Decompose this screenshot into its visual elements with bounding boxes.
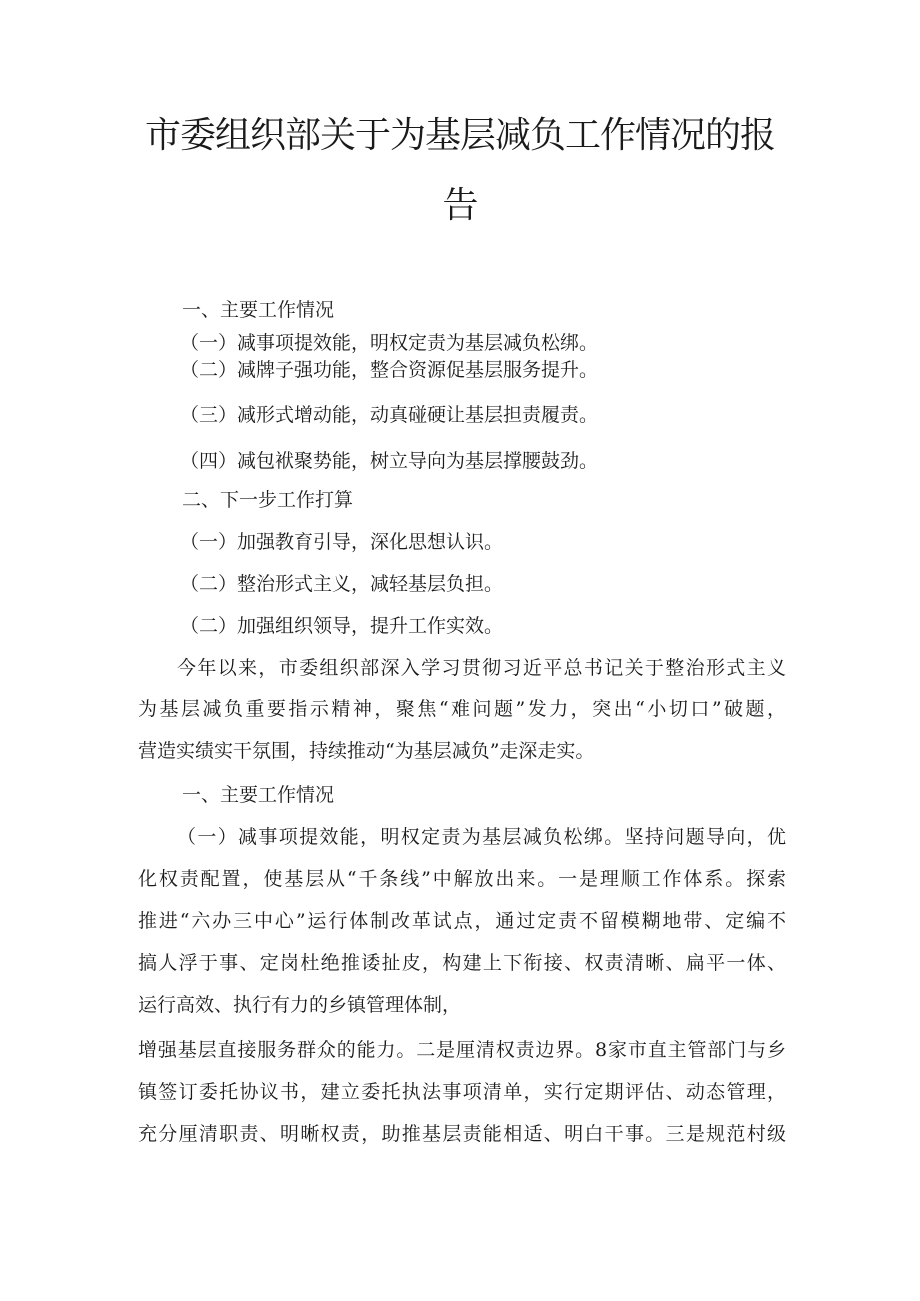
body-paragraph-line: 搞人浮于事、定岗杜绝推诿扯皮，构建上下衔接、权责清晰、扁平一体、 [138, 952, 786, 974]
outline-section1-heading: 一、主要工作情况 [182, 299, 335, 321]
outline-section2-item: （一）加强教育引导，深化思想认识。 [180, 531, 504, 553]
body-paragraph-line: 化权责配置，使基层从“千条线”中解放出来。一是理顺工作体系。探索 [138, 868, 786, 890]
body-paragraph-line: 增强基层直接服务群众的能力。二是厘清权责边界。8家市直主管部门与乡 [138, 1039, 786, 1061]
document-title-line-2: 告 [442, 185, 478, 226]
body-paragraph-line: 镇签订委托协议书，建立委托执法事项清单，实行定期评估、动态管理， [138, 1081, 786, 1103]
body-paragraph-line: （一）减事项提效能，明权定责为基层减负松绑。坚持问题导向，优 [177, 826, 786, 848]
body-paragraph-line: 充分厘清职责、明晰权责，助推基层责能相适、明白干事。三是规范村级 [138, 1123, 786, 1145]
outline-section1-item: （四）减包袱聚势能，树立导向为基层撑腰鼓劲。 [180, 450, 599, 472]
intro-paragraph-line: 今年以来，市委组织部深入学习贯彻习近平总书记关于整治形式主义 [177, 657, 786, 679]
body-paragraph-line: 推进“六办三中心”运行体制改革试点，通过定责不留模糊地带、定编不 [138, 910, 786, 932]
outline-section1-item: （一）减事项提效能，明权定责为基层减负松绑。 [180, 332, 599, 354]
outline-section2-item: （二）整治形式主义，减轻基层负担。 [180, 573, 504, 595]
body-paragraph-line: 运行高效、执行有力的乡镇管理体制， [138, 994, 462, 1016]
intro-paragraph-line: 为基层减负重要指示精神，聚焦“难问题”发力，突出“小切口”破题， [138, 698, 786, 720]
outline-section1-item: （三）减形式增动能，动真碰硬让基层担责履责。 [180, 404, 599, 426]
outline-section2-heading: 二、下一步工作打算 [182, 489, 354, 511]
body-section1-heading: 一、主要工作情况 [182, 784, 335, 806]
document-title-line-1: 市委组织部关于为基层减负工作情况的报 [144, 115, 775, 156]
outline-section2-item: （二）加强组织领导，提升工作实效。 [180, 615, 504, 637]
outline-section1-item: （二）减牌子强功能，整合资源促基层服务提升。 [180, 359, 599, 381]
intro-paragraph-line: 营造实绩实干氛围，持续推动“为基层减负”走深走实。 [138, 740, 595, 762]
